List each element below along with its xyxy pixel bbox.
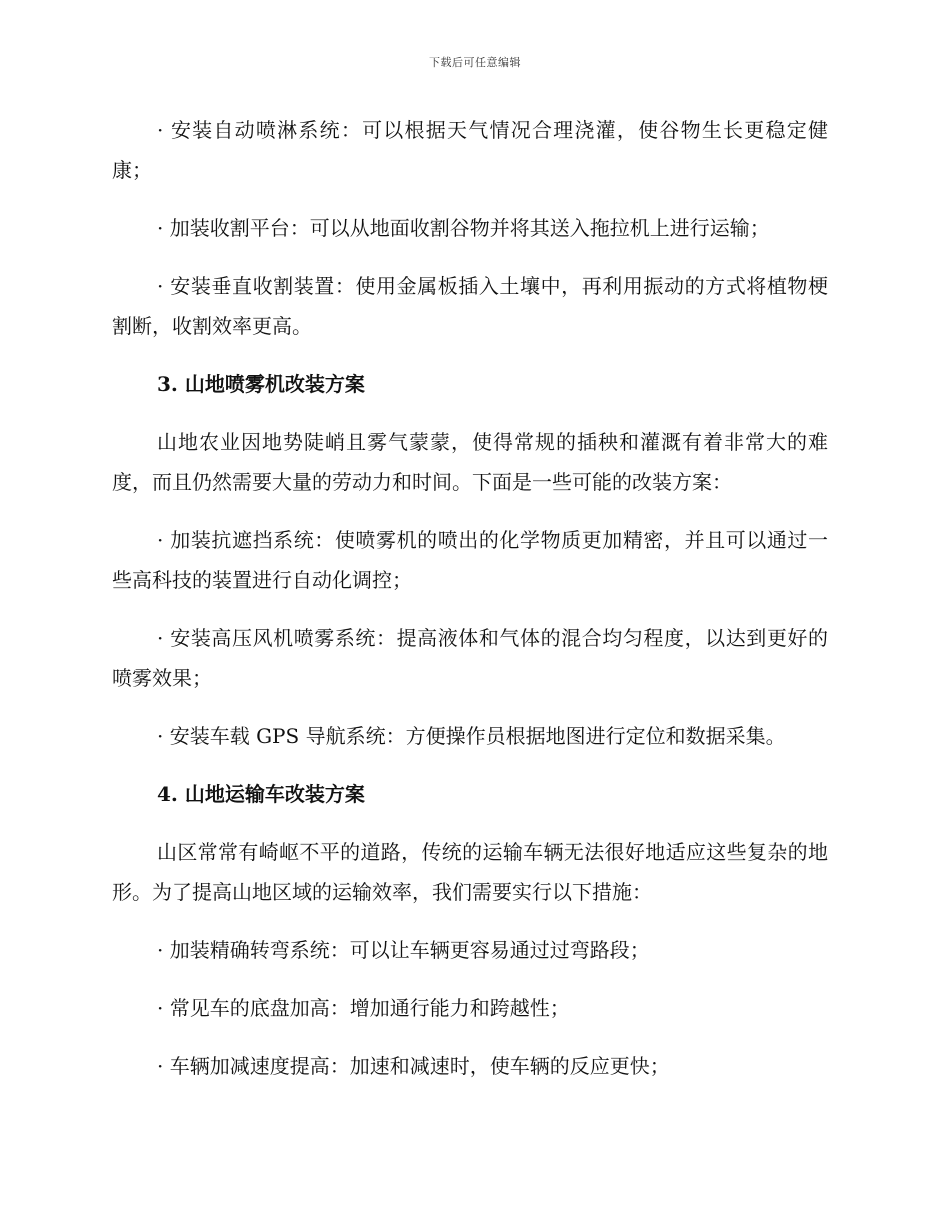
bullet-raised-chassis: · 常见车的底盘加高：增加通行能力和跨越性； (157, 996, 570, 1020)
bullet-auto-sprinkler: · 安装自动喷淋系统：可以根据天气情况合理浇灌，使谷物生长更稳定健康； (112, 118, 828, 182)
paragraph-sprayer-intro: 山地农业因地势陡峭且雾气蒙蒙，使得常规的插秧和灌溉有着非常大的难度，而且仍然需要大量的劳动力和时间。下面是一些可能的改装方案： (112, 430, 828, 494)
paragraph-transport-intro: 山区常常有崎岖不平的道路，传统的运输车辆无法很好地适应这些复杂的地形。为了提高山地区域的运输效率，我们需要实行以下措施： (112, 840, 828, 904)
page-header: 下载后可任意编辑 (429, 56, 521, 69)
section-heading-sprayer: 3. 山地喷雾机改装方案 (157, 372, 365, 396)
bullet-vertical-harvester: · 安装垂直收割装置：使用金属板插入土壤中，再利用振动的方式将植物梗割断，收割效率更高。 (112, 274, 828, 338)
bullet-high-pressure-fan: · 安装高压风机喷雾系统：提高液体和气体的混合均匀程度，以达到更好的喷雾效果； (112, 626, 828, 690)
bullet-anti-occlusion: · 加装抗遮挡系统：使喷雾机的喷出的化学物质更加精密，并且可以通过一些高科技的装置进行自动化调控； (112, 528, 828, 592)
document-body (112, 110, 828, 1104)
bullet-harvest-platform: · 加装收割平台：可以从地面收割谷物并将其送入拖拉机上进行运输； (157, 216, 770, 240)
section-heading-transport: 4. 山地运输车改装方案 (157, 782, 365, 806)
bullet-acceleration: · 车辆加减速度提高：加速和减速时，使车辆的反应更快； (157, 1054, 670, 1078)
bullet-precise-turning: · 加装精确转弯系统：可以让车辆更容易通过过弯路段； (157, 938, 650, 962)
bullet-gps-navigation: · 安装车载 GPS 导航系统：方便操作员根据地图进行定位和数据采集。 (157, 724, 786, 748)
